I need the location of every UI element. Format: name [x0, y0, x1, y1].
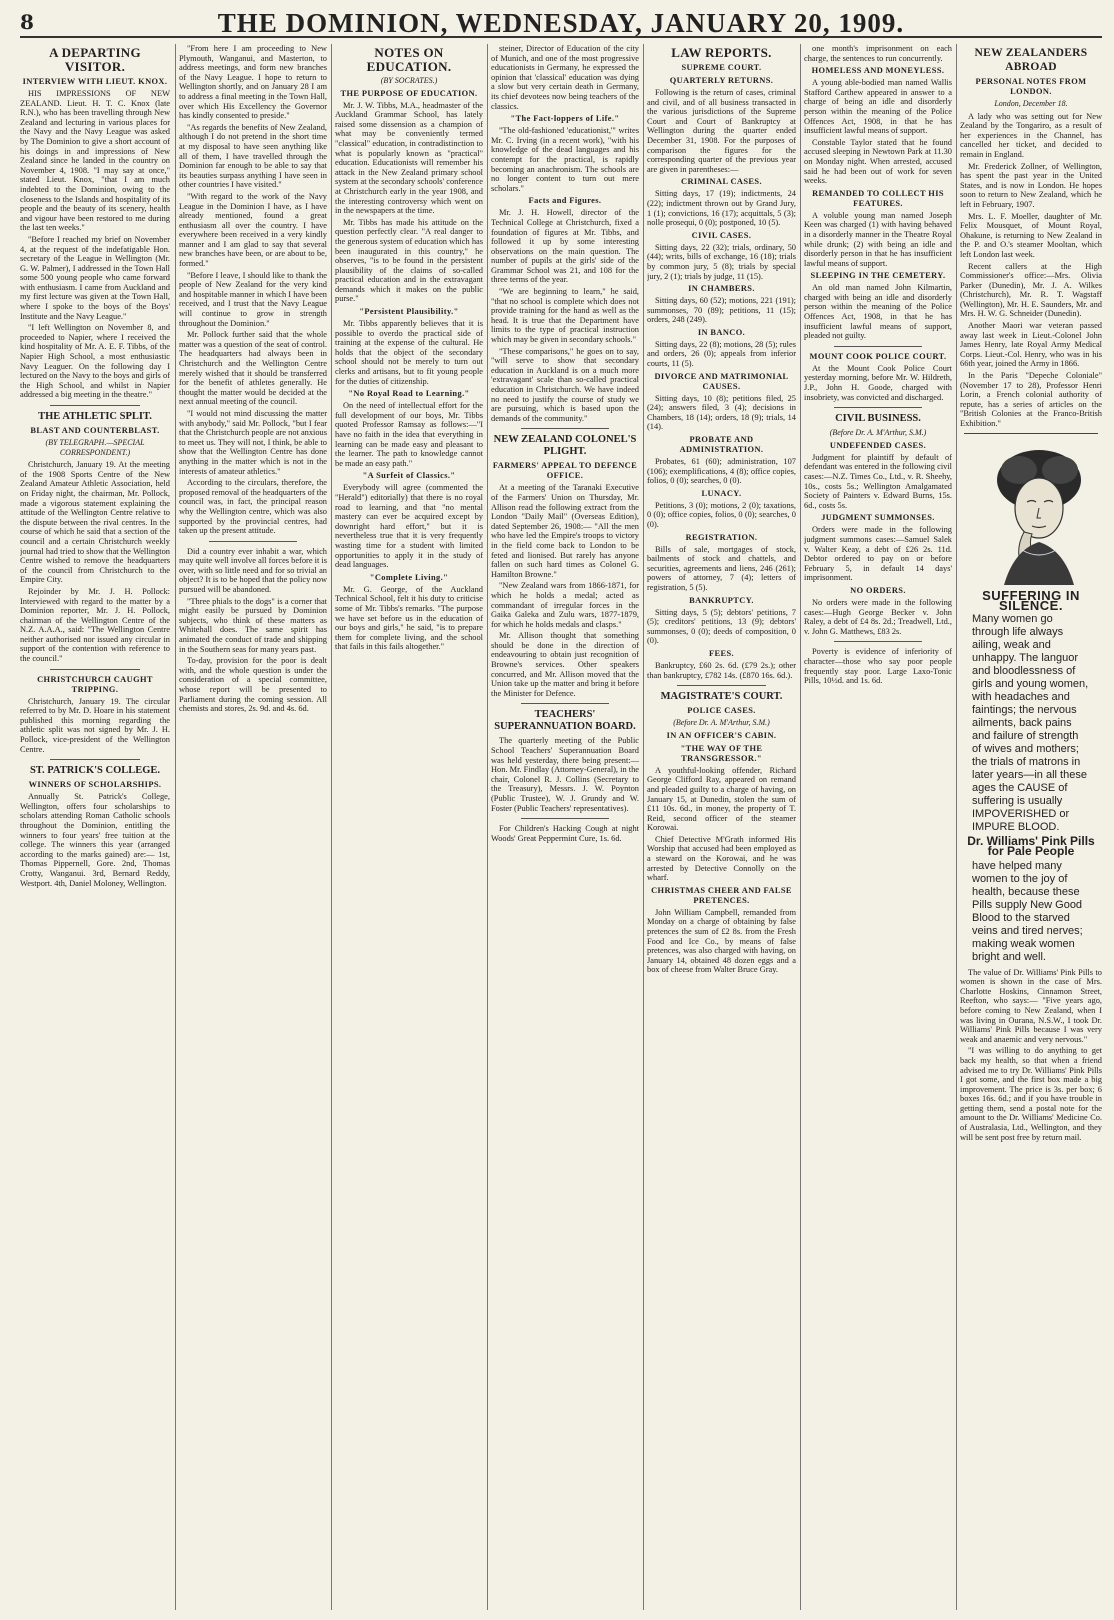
article-paragraph: Sitting days, 22 (8); motions, 28 (5); rules and orders, 26 (0); appeals from inferior courts, 11 (5). — [647, 339, 796, 369]
advert-tail: have helped many women to the joy of health, because these Pills supply New Good Blood to the starved veins and tired nerves; making weak women bright and well. — [972, 859, 1083, 963]
divider — [834, 641, 923, 642]
dateline: London, December 18. — [994, 99, 1068, 108]
article-paragraph: Constable Taylor stated that he found accused sleeping in Newtown Park at 11.30 on Monday night. When arrested, accused said he had been out of work for seven weeks. — [804, 137, 952, 186]
subhead-banco: IN BANCO. — [697, 327, 746, 337]
column-4 — [491, 44, 639, 1610]
subhead-police-cases: POLICE CASES. — [687, 706, 756, 716]
advert-headline: SUFFERING IN SILENCE. — [982, 588, 1080, 613]
article-paragraph: "The old-fashioned 'educationist,'" writes Mr. C. Irving (in a recent work), "with his knowledge of the dead languages and his contempt for the practical, is rapidly becoming an anachronism. The schools are no longer content to turn out mere scholars." — [491, 126, 639, 193]
subhead-mount-cook: MOUNT COOK POLICE COURT. — [809, 351, 947, 361]
article-paragraph: steiner, Director of Education of the city of Munich, and one of the most progressive educationists in Germany, he expressed the opinion that 'classical' education was dying a slow but very certain death in Germany, its chief devotees now being teachers of the classics. — [491, 44, 639, 111]
headline-notes-education: NOTES ON EDUCATION. — [366, 45, 452, 74]
article-paragraph: An old man named John Kilmartin, charged with being an idle and disorderly person within the meaning of the Police Offences Act, 1908, in that he has insufficient lawful means of support, pleaded not guilty. — [804, 283, 952, 341]
article-paragraph: John William Campbell, remanded from Monday on a charge of obtaining by false pretences the sum of £2 8s. from the Fresh Food and Ice Co., by means of false pretences, was also charged with having, on January 14, obtained 48 dozen eggs and a box of cheese from Walter Bruce Gray. — [647, 907, 796, 975]
subhead-registration: REGISTRATION. — [685, 532, 758, 542]
article-paragraph: Mr. Frederick Zollner, of Wellington, has spent the past year in the United States, and is now in London. He hopes soon to return to New Zealand, which he left in February, 1907. — [960, 161, 1102, 209]
byline: (Before Dr. A. M'Arthur, S.M.) — [829, 428, 927, 438]
headline-teachers-board: TEACHERS' SUPERANNUATION BOARD. — [494, 709, 636, 733]
article-paragraph: Recent callers at the High Commissioner's office:—Mrs. Olivia Parker (Dunedin), Mr. J. A. Wilkes (Christchurch), Mr. R. T. Wagstaff (Wellington), Mr. H. E. Saunders, Mr. and Mrs. H. W. G. Schneider (Dunedin). — [960, 261, 1102, 319]
subhead-undefended: UNDEFENDED CASES. — [829, 440, 927, 450]
article-paragraph: Orders were made in the following judgment summons cases:—Samuel Salek v. Walter Keay, a debt of £26 2s. 11d. Debtor ordered to pay on or before February 5, in default 14 days' imprisonment. — [804, 525, 952, 583]
column-6 — [804, 44, 952, 1610]
article-paragraph: Bankruptcy, £60 2s. 6d. (£79 2s.); other than bankruptcy, £782 14s. (£870 16s. 6d.). — [647, 660, 796, 680]
byline: (Before Dr. A. M'Arthur, S.M.) — [673, 718, 770, 728]
article-paragraph: HIS IMPRESSIONS OF NEW ZEALAND. Lieut. H. T. C. Knox (late R.N.), who has been travelling through New Zealand and lecturing in various places for the Navy and the Navy League was asked by The Dominion to give a short account of his doings in and impressions of New Zealand since he landed in the country on November 4, 1908. "I may say at once," stated Lieut. Knox, "that I am much indebted to the Dominion, owing to the closeness to the Islands and hospitality of its people and the beauty of its scenery, health and vigour have been restored to me during the last ten weeks." — [20, 89, 170, 233]
headline-colonels-plight: NEW ZEALAND COLONEL'S PLIGHT. — [493, 434, 637, 458]
subhead-bankruptcy: BANKRUPTCY. — [689, 595, 754, 605]
article-paragraph: "I was willing to do anything to get back my health, so that when a friend advised me to try Dr. Williams' Pink Pills I got some, and the first box made a big improvement. The price is 3s. per box; 6 boxes 16s. 6d.; and if you have trouble in getting them, send a postal note for the amount to the Dr. Williams' Medicine Co. of Australasia, Ltd., Wellington, and they will be sent post free by return mail. — [960, 1046, 1102, 1142]
article-paragraph: "Before I reached my brief on November 4, at the request of the indefatigable Hon. secretary of the League in Wellington (Mr. G. W. Palmer), I addressed in the Town Hall some 500 young people who came forward with enthusiasm. I came from Auckland and my first lecture was given at the Town Hall, where I spoke to the boys of the Boys' Institute and the Navy League." — [20, 234, 170, 321]
article-paragraph: Sitting days, 5 (5); debtors' petitions, 7 (5); creditors' petitions, 13 (9); debtors' summonses, 0 (0); deeds of composition, 0 (0). — [647, 607, 796, 646]
subhead-plausibility: "Persistent Plausibility." — [359, 307, 459, 317]
subhead-no-orders: NO ORDERS. — [850, 585, 906, 595]
subhead-personal-notes: PERSONAL NOTES FROM LONDON. — [975, 77, 1087, 96]
subhead-farmers-appeal: FARMERS' APPEAL TO DEFENCE OFFICE. — [492, 461, 638, 481]
masthead — [20, 6, 1102, 38]
subhead-christmas-cheer: CHRISTMAS CHEER AND FALSE PRETENCES. — [651, 885, 792, 905]
article-paragraph: Sitting days, 60 (52); motions, 221 (191); summonses, 70 (89); petitions, 11 (15); orders, 248 (249). — [647, 296, 796, 325]
subhead-facts-figures: Facts and Figures. — [528, 196, 602, 206]
article-paragraph: Probates, 61 (60); administration, 107 (106); exemplifications, 4 (8); office copies, folios, 0 (0); searches, 0 (0). — [647, 457, 796, 486]
headline-st-patricks: ST. PATRICK'S COLLEGE. — [29, 765, 161, 777]
article-paragraph: The value of Dr. Williams' Pink Pills to women is shown in the case of Mrs. Charlotte Hoskins, Cinnamon Street, Reefton, who says:— "Five years ago, before coming to New Zealand, when I was living in Ourana, N.S.W., I took Dr. Williams' Pink Pills because I was very weak and anaemic and very nervous." — [960, 967, 1102, 1044]
column-rule — [487, 44, 488, 1610]
page-number: 8 — [20, 10, 34, 34]
subhead-surfeit: "A Surfeit of Classics." — [362, 471, 456, 481]
article-paragraph: Mr. Allison thought that something should be done in the direction of endeavouring to obtain just recognition of Browne's services. Other speakers concurred, and Mr. Allison moved that the Union take up the matter and bring it before the Minister for Defence. — [491, 631, 639, 698]
article-paragraph: Mr. G. George, of the Auckland Technical School, felt it his duty to criticise some of Mr. Tibbs's remarks. "The purpose we have set before us in the education of our boys and girls," he said, "is to prepare them for complete living, and the school that fails in this fails altogether." — [335, 584, 483, 652]
divider — [834, 346, 923, 347]
subhead-homeless: HOMELESS AND MONEYLESS. — [811, 66, 945, 76]
article-paragraph: Another Maori war veteran passed away last week in Lieut.-Colonel John James Henry, late Royal Army Medical Corps. Lieut.-Col. Henry, who was in his 66th year, joined the Army in 1866. — [960, 321, 1102, 369]
suffering-woman-illustration — [964, 440, 1102, 585]
headline-athletic-split: THE ATHLETIC SPLIT. — [38, 411, 152, 422]
advert-brand: Dr. Williams' Pink Pills for Pale People — [967, 834, 1095, 858]
headline-christchurch-caught: CHRISTCHURCH CAUGHT TRIPPING. — [37, 674, 153, 694]
column-rule — [956, 44, 957, 1610]
article-paragraph: In the Paris "Depeche Coloniale" (November 17 to 28), Professor Henri Lorin, a French colonial authority of repute, has a series of articles on the "British Colonies at the Franco-British Exhibition." — [960, 371, 1102, 428]
headline-nz-abroad: NEW ZEALANDERS ABROAD — [974, 47, 1088, 73]
subhead-fees: FEES. — [708, 648, 735, 658]
subhead-cemetery: SLEEPING IN THE CEMETERY. — [810, 271, 946, 281]
article-paragraph: "I left Wellington on November 8, and proceeded to Napier, where I received the kind hospitality of Mr. A. E. F. Tibbs, of the Napier High School, a most enthusiastic Navy Leaguer. On the following day I lectured on the Navy to the boys and girls of the High School, and whilst in Napier addressed a big meeting in the theatre." — [20, 323, 170, 400]
article-paragraph: The quarterly meeting of the Public School Teachers' Superannuation Board was held yesterday, there being present:—Hon. Mr. Findlay (Attorney-General), in the chair, Colonel R. J. Collins (Secretary to the Treasury), Messrs. J. W. Poynton (Public Trustee), W. J. Grundy and W. Foster (Public Teachers' representatives). — [491, 736, 639, 813]
divider — [50, 759, 140, 760]
article-paragraph: one month's imprisonment on each charge, the sentences to run concurrently. — [804, 44, 952, 63]
article-paragraph: Chief Detective M'Grath informed His Worship that accused had been employed as a steward on the Korowai, and he was arrested by Detective Connolly on the wharf. — [647, 834, 796, 883]
article-paragraph: Sitting days, 22 (32); trials, ordinary, 50 (44); writs, bills of exchange, 16 (18); trials by common jury, 5 (8); trials by special jury, 2 (1); trials by judge, 11 (15). — [647, 242, 796, 281]
divider — [521, 818, 610, 819]
article-paragraph: At a meeting of the Taranaki Executive of the Farmers' Union on Thursday, Mr. Allison read the following extract from the London "Daily Mail" (Overseas Edition), dated September 26, 1908:— "All the men who have led the Empire's troops to victory in the field come back to London to be feted and lionised. But rarely has anyone fallen on such hard times as Colonel G. Hamilton Browne." — [491, 483, 639, 579]
column-7 — [960, 44, 1102, 1610]
article-paragraph: Mr. Tibbs has made his attitude on the question perfectly clear. "A real danger to the generous system of education which has been inaugurated in this country," he observes, "is to be found in the persistent plausibility of the claims of so-called practical education and in the extravagant demands which it makes on the public purse." — [335, 217, 483, 304]
divider — [521, 703, 610, 704]
article-paragraph: Annually St. Patrick's College, Wellington, offers four scholarships to scholars attending Roman Catholic schools throughout the Dominion, entitling the winners to four years' free tuition at the college. The winners this year (arranged according to the marks gained) are:— 1st, Thomas Pippernell, Gore. 2nd, Thomas Crotty, Wanganui. 3rd, Bernard Reddy, Westport. 4th, Daniel Moloney, Wellington. — [20, 792, 170, 888]
subhead-royal-road: "No Royal Road to Learning." — [348, 389, 470, 399]
article-paragraph: Sitting days, 17 (19); indictments, 24 (22); indictment thrown out by Grand Jury, 1 (1); convictions, 16 (17); acquittals, 5 (3); nolle prosequi, 0 (0); postponed, 10 (5). — [647, 189, 796, 228]
byline: (BY TELEGRAPH.—SPECIAL CORRESPONDENT.) — [45, 438, 145, 457]
subhead-blast: BLAST AND COUNTERBLAST. — [30, 426, 160, 435]
article-paragraph: Christchurch, January 19. The circular referred to by Mr. D. Hoare in his statement published this morning regarding the athletic split was not signed by Mr. J. H. Pollock, vice-president of the Wellington Centre. — [20, 696, 170, 754]
article-paragraph: "These comparisons," he goes on to say, "will serve to show that secondary education in Auckland is on a much more 'extravagant' scale than so-called practical education in Christchurch. We have indeed no need to justify the course of study we are pursuing, which is based upon the demands of the community." — [491, 346, 639, 423]
article-paragraph: Mr. Tibbs apparently believes that it is possible to overdo the practical side of training at the expense of the cultural. He holds that the object of the secondary school should not be merely to turn out clerks and artisans, but to fit young people for the duties of citizenship. — [335, 319, 483, 386]
article-paragraph: "We are beginning to learn," he said, "that no school is complete which does not provide training for the hand as well as the head. It is true that the Department have limits to the type of practical instruction which may be given in secondary schools." — [491, 287, 639, 345]
article-paragraph: Christchurch, January 19. At the meeting of the 1908 Sports Centre of the New Zealand Amateur Athletic Association, held on Friday night, the chairman, Mr. Pollock, made a vigorous statement explaining the attitude of the Wellington Centre relative to the dispute between the rival centres. In the course of which he said that a section of the council and a certain Christchurch weekly journal had tried to show that the Wellington Centre wished to remove the headquarters of the council from Christchurch to the Empire City. — [20, 460, 170, 585]
column-5 — [647, 44, 796, 1610]
subhead-divorce: DIVORCE AND MATRIMONIAL CAUSES. — [654, 371, 789, 391]
subhead-civil: CIVIL CASES. — [691, 230, 752, 240]
article-paragraph: Rejoinder by Mr. J. H. Pollock: Interviewed with regard to the matter by a Dominion reporter, Mr. J. H. Pollock, chairman of the Wellington Centre of the N.Z. A.A.A., said: "The Wellington Centre neither authorised nor issued any circular in support of the contention with reference to the council." — [20, 586, 170, 664]
advert-body: Many women go through life always ailing, weak and unhappy. The languor and bloodlessness of girls and young women, with headaches and faintings; the nervous ailments, back pains and failure of strength of wives and mothers; the trials of matrons in later years—in all these ages the CAUSE of suffering is usually IMPOVERISHED or IMPURE BLOOD. — [972, 613, 1089, 834]
article-paragraph: Everybody will agree (commented the "Herald") editorially) that there is no royal road to learning, and that "no mental mastery can ever be acquired except by downright hard effort," but it is nevertheless true that it is very frequently wasting time for a student with limited opportunities to apply it in the study of dead languages. — [335, 483, 483, 570]
divider — [50, 669, 140, 670]
divider — [834, 407, 923, 408]
headline-magistrates-court: MAGISTRATE'S COURT. — [660, 691, 783, 703]
headline-departing-visitor: A DEPARTING VISITOR. — [49, 45, 141, 74]
subhead-complete-living: "Complete Living." — [369, 572, 449, 582]
column-2 — [179, 44, 327, 1610]
article-paragraph: Bills of sale, mortgages of stock, bailments of stock and chattels, and securities, agreements and liens, 246 (261); powers of attorney, 7 (4); letters of registration, 5 (5). — [647, 544, 796, 592]
article-paragraph: Mr. Pollock further said that the whole matter was a question of the seat of control. The headquarters had always been in Christchurch and the Wellington Centre merely wished that it should be transferred for the benefit of athletes generally. He thought the matter would be decided at the next annual meeting of the council. — [179, 330, 327, 407]
column-rule — [331, 44, 332, 1610]
column-1 — [20, 44, 170, 1610]
subhead-interview: INTERVIEW WITH LIEUT. KNOX. — [22, 77, 168, 86]
headline-law-reports: LAW REPORTS. — [671, 45, 772, 60]
subhead-probate: PROBATE AND ADMINISTRATION. — [679, 435, 764, 455]
subhead-purpose: THE PURPOSE OF EDUCATION. — [340, 88, 478, 98]
article-paragraph: "New Zealand wars from 1866-1871, for which he holds a medal; acted as commandant of irregular forces in the Gaika Galeka and Zulu wars, 1877-1879, for which he holds medals and clasps." — [491, 581, 639, 629]
article-paragraph: "As regards the benefits of New Zealand, although I do not pretend in the short time at my disposal to have seen anything like all of them, I have travelled through the Dominion far enough to be able to say that its beauties surpass anything I have seen in other countries I have visited." — [179, 122, 327, 190]
column-rule — [175, 44, 176, 1610]
column-rule — [800, 44, 801, 1610]
article-paragraph: A youthful-looking offender, Richard George Clifford Ray, appeared on remand and pleaded guilty to a charge of having, on January 15, at Dunedin, stolen the sum of £11 10s. 6d., in money, the property of T. Reid, second officer of the steamer Korowai. — [647, 765, 796, 833]
article-paragraph: According to the circulars, therefore, the proposed removal of the headquarters of the council was, in fact, the principal reason why the Wellington centre, which was also supported by the provincial centres, had taken up the present attitude. — [179, 478, 327, 536]
article-paragraph: Petitions, 3 (0); motions, 2 (0); taxations, 0 (0); office copies, folios, 0 (0); searches, 0 (0). — [647, 500, 796, 529]
article-paragraph: Mrs. L. F. Moeller, daughter of Mr. Felix Mousquet, of Mount Royal, Ohakune, is returning to New Zealand in the P. and O.'s steamer Mooltan, which left London last week. — [960, 211, 1102, 259]
divider — [521, 428, 610, 429]
article-paragraph: Sitting days, 10 (8); petitions filed, 25 (24); answers filed, 3 (4); decisions in Chambers, 18 (14); orders, 18 (9); trials, 14 (14). — [647, 393, 796, 432]
subhead-fact-loppers: "The Fact-loppers of Life." — [510, 114, 620, 124]
subhead-judgment-summonses: JUDGMENT SUMMONSES. — [821, 513, 935, 523]
newspaper-title: THE DOMINION, WEDNESDAY, JANUARY 20, 1909. — [217, 8, 905, 38]
column-rule — [643, 44, 644, 1610]
article-paragraph: A voluble young man named Joseph Keen was charged (1) with having behaved in a disorderly manner in the Theatre Royal while drunk; (2) with being an idle and disorderly person in that he has insufficient lawful means of support. — [804, 210, 952, 268]
headline-civil-business: CIVIL BUSINESS. — [835, 413, 921, 425]
subhead-quarterly-returns: QUARTERLY RETURNS. — [669, 76, 774, 85]
article-paragraph: Mr. J. H. Howell, director of the Technical College at Christchurch, fixed a foundation of figures at Mr. Tibbs, and followed it up by some interesting observations on the main question. The number of pupils at the girls' side of the Grammar School was 21, and 108 for the three terms of the year. — [491, 208, 639, 285]
divider — [50, 405, 140, 406]
article-paragraph: On the need of intellectual effort for the full development of our boys, Mr. Tibbs quoted Professor Ramsay as follows:—"I have no faith in the idea that everything in learning can be made easy and pleasant to the learner. The path to knowledge cannot be made an easy path." — [335, 401, 483, 468]
article-paragraph: "I would not mind discussing the matter with anybody," said Mr. Pollock, "but I fear that the Christchurch people are not anxious to meet us. They will not, I think, be able to show that the Wellington Centre has done anything in the matter which is not in the interests of amateur athletics." — [179, 408, 327, 476]
article-paragraph: A lady who was setting out for New Zealand by the Tongariro, as a result of her experiences in the Channel, has cancelled her ticket, and decided to remain in England. — [960, 111, 1102, 159]
byline: (BY SOCRATES.) — [380, 76, 438, 85]
pink-pills-advertisement — [964, 433, 1098, 964]
subhead-remanded: REMANDED TO COLLECT HIS FEATURES. — [812, 188, 944, 208]
article-paragraph: "With regard to the work of the Navy League in the Dominion I have, as I have already mentioned, found a great enthusiasm all over the country. I have everywhere been received in a very kindly manner and I am glad to say that several new branches have been, or are about to be, formed." — [179, 191, 327, 269]
advert-line: Poverty is evidence of inferiority of character—those who say poor people frequently stay poor. Large Laxo-Tonic Pills, 10½d. and 1s. 6d. — [804, 647, 952, 686]
subhead-lunacy: LUNACY. — [701, 488, 742, 498]
divider — [677, 685, 766, 686]
article-paragraph: Judgment for plaintiff by default of defendant was entered in the following civil cases:—N.Z. Times Co., Ltd., v. R. Sheehy, 10s., costs 5s.; Wellington Amalgamated Society of Painters v. Edward Burns, 15s. 6d., costs 5s. — [804, 452, 952, 510]
article-paragraph: At the Mount Cook Police Court yesterday morning, before Mr. W. Hildreth, J.P., John H. Goode, charged with insobriety, was convicted and discharged. — [804, 363, 952, 402]
article-paragraph: A young able-bodied man named Wallis Stafford Carthew appeared in answer to a charge of being an idle and disorderly person within the meaning of the Police Offences Act, 1908, in that he has insufficient lawful means of support. — [804, 78, 952, 136]
article-paragraph: Mr. J. W. Tibbs, M.A., headmaster of the Auckland Grammar School, has lately raised some dissension as a champion of what may be conveniently termed "classical" education, in contradistinction to what is popularly known as "practical" education. Educationists will remember his attack in the New Zealand primary school system at the secondary schools' conference at Christchurch early in the year 1908, and the interesting controversy which went on in the newspapers at the time. — [335, 100, 483, 216]
advert-line: For Children's Hacking Cough at night Woods' Great Peppermint Cure, 1s. 6d. — [491, 824, 639, 843]
article-paragraph: No orders were made in the following cases:—Hugh George Becker v. John Raley, a debt of £4 8s. 2d.; Treadwell, Ltd., v. John G. Matthews, £83 2s. — [804, 597, 952, 636]
article-paragraph: "Three phials to the dogs" is a corner that might easily be pursued by Dominion subjects, who think of these matters as Whitehall does. The same spirit has animated the conduct of trade and shipping in the Southern seas for many years past. — [179, 596, 327, 654]
subhead-officers-cabin: IN AN OFFICER'S CABIN. — [666, 730, 777, 740]
subhead-chambers: IN CHAMBERS. — [688, 284, 755, 294]
article-paragraph: "From here I am proceeding to New Plymouth, Wanganui, and Masterton, to address meetings, and form new branches of the Navy League. I hope to return to Wellington shortly, and on January 28 I am to address a final meeting in the Town Hall, over which His Excellency the Governor has kindly consented to preside." — [179, 44, 327, 121]
article-paragraph: Did a country ever inhabit a war, which may quite well involve all forces before it is over, with so little need and for so trivial an object? It is to be hoped that the policy now pursued will be abandoned. — [179, 546, 327, 595]
column-3 — [335, 44, 483, 1610]
subhead-transgressor: "THE WAY OF THE TRANSGRESSOR." — [680, 743, 763, 763]
divider — [209, 541, 298, 542]
article-paragraph: To-day, provision for the poor is dealt with, and the whole question is under the consideration of a special committee, whose report will be presented to Parliament during the coming session. All chemists and stores, 2s. 9d. and 4s. 6d. — [179, 656, 327, 714]
subhead-criminal: CRIMINAL CASES. — [681, 177, 762, 187]
article-paragraph: Following is the return of cases, criminal and civil, and of all business transacted in the various jurisdictions of the Supreme Court and Court of Bankruptcy at Wellington during the quarter ended December 31, 1908. For the purposes of comparison the figures for the corresponding quarter of the previous year are given in parentheses:— — [647, 88, 796, 174]
subhead-scholarships: WINNERS OF SCHOLARSHIPS. — [28, 780, 162, 790]
article-paragraph: "Before I leave, I should like to thank the people of New Zealand for the very kind and hospitable manner in which I have been received, and I trust that the Navy League will continue to grow in strength throughout the Dominion." — [179, 270, 327, 328]
subhead-supreme-court: SUPREME COURT. — [681, 63, 762, 72]
